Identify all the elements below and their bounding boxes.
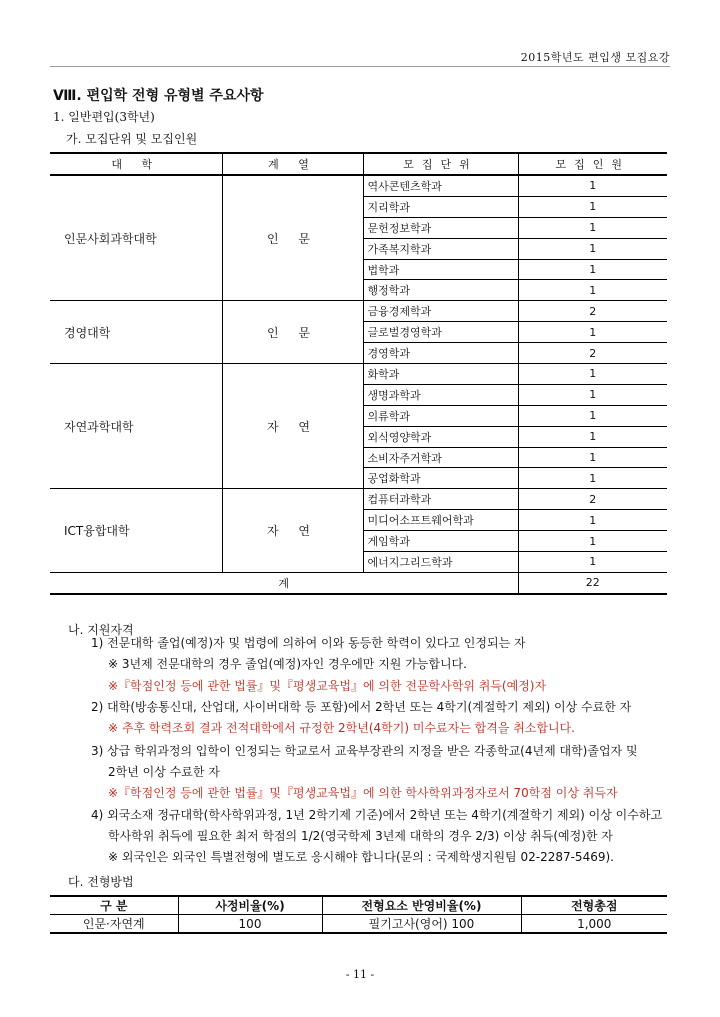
qualification-line: 2) 대학(방송통신대, 산업대, 사이버대학 등 포함)에서 2학년 또는 4학기(계절학기 제외) 이상 수료한 자 [91,700,632,714]
count-cell: 1 [518,238,667,259]
quota-table-header [50,153,667,175]
unit-cell: 게임학과 [363,531,518,552]
header-count: 모집인원 [518,153,667,175]
qualification-heading: 나. 지원자격 [68,623,134,637]
count-cell: 1 [518,322,667,343]
unit-cell: 외식영양학과 [363,426,518,447]
header-college: 대 학 [50,153,222,175]
method-table-row [50,915,667,934]
unit-cell: 역사콘텐츠학과 [363,175,518,196]
page-number: - 11 - [345,968,375,981]
count-cell: 2 [518,489,667,510]
qualification-line: ※『학점인정 등에 관한 법률』및『평생교육법』에 의한 학사학위과정자로서 70학점 이상 취득자 [108,786,618,800]
college-cell: ICT융합대학 [50,489,222,573]
qualification-line: ※『학점인정 등에 관한 법률』및『평생교육법』에 의한 전문학사학위 취득(예정)자 [108,679,547,693]
unit-cell: 법학과 [363,259,518,280]
field-cell: 자 연 [222,364,363,489]
method-header-ratio: 사정비율(%) [178,896,322,915]
unit-cell: 미디어소프트웨어학과 [363,510,518,531]
count-cell: 1 [518,175,667,196]
table-row [50,301,667,322]
method-table-header [50,896,667,915]
method-table [50,895,667,934]
unit-cell: 문헌정보학과 [363,217,518,238]
unit-cell: 화학과 [363,364,518,385]
table-row [50,364,667,385]
table-row [50,175,667,196]
header-divider [50,66,670,67]
qualification-line: ※ 추후 학력조회 결과 전적대학에서 규정한 2학년(4학기) 미수료자는 합격을 취소합니다. [108,721,575,735]
count-cell: 2 [518,343,667,364]
qualification-line: 2학년 이상 수료한 자 [108,765,220,779]
count-cell: 1 [518,531,667,552]
count-cell: 1 [518,196,667,217]
unit-cell: 생명과학과 [363,384,518,405]
count-cell: 1 [518,552,667,573]
unit-cell: 행정학과 [363,280,518,301]
college-cell: 경영대학 [50,301,222,364]
college-cell: 자연과학대학 [50,364,222,489]
unit-cell: 의류학과 [363,405,518,426]
section-title: Ⅷ. 편입학 전형 유형별 주요사항 [53,88,264,104]
method-header-elements: 전형요소 반영비율(%) [322,896,521,915]
field-cell: 자 연 [222,489,363,573]
header-unit: 모집단위 [363,153,518,175]
unit-cell: 금융경제학과 [363,301,518,322]
method-header-total: 전형총점 [521,896,667,915]
selection-method-heading: 다. 전형방법 [68,875,134,889]
method-header-category: 구 분 [50,896,178,915]
qualification-line: 학사학위 취득에 필요한 최저 학점의 1/2(영국학제 3년제 대학의 경우 2/3) 이상 취득(예정)한 자 [108,829,613,843]
unit-cell: 가족복지학과 [363,238,518,259]
subsection-heading: 가. 모집단위 및 모집인원 [66,132,198,146]
header-field: 계 열 [222,153,363,175]
qualification-line: 1) 전문대학 졸업(예정)자 및 법령에 의하여 이와 동등한 학력이 있다고 인정되는 자 [91,636,526,650]
total-value: 22 [518,572,667,594]
qualification-line: 4) 외국소재 정규대학(학사학위과정, 1년 2학기제 기준)에서 2학년 또는 4학기(계절학기 제외) 이상 이수하고 [91,808,663,822]
count-cell: 2 [518,301,667,322]
subsection-title: 1. 일반편입(3학년) [53,110,155,124]
count-cell: 1 [518,217,667,238]
qualification-line: 3) 상급 학위과정의 입학이 인정되는 학교로서 교육부장관의 지정을 받은 각종학교(4년제 대학)졸업자 및 [91,744,638,758]
table-row [50,489,667,510]
qualification-line: ※ 3년제 전문대학의 경우 졸업(예정)자인 경우에만 지원 가능합니다. [108,657,467,671]
count-cell: 1 [518,510,667,531]
college-cell: 인문사회과학대학 [50,175,222,301]
count-cell: 1 [518,364,667,385]
count-cell: 1 [518,259,667,280]
count-cell: 1 [518,468,667,489]
unit-cell: 컴퓨터과학과 [363,489,518,510]
unit-cell: 지리학과 [363,196,518,217]
method-cell-total: 1,000 [521,915,667,934]
field-cell: 인 문 [222,301,363,364]
unit-cell: 글로벌경영학과 [363,322,518,343]
count-cell: 1 [518,280,667,301]
count-cell: 1 [518,447,667,468]
qualification-line: ※ 외국인은 외국인 특별전형에 별도로 응시해야 합니다(문의 : 국제학생지원팀 02-2287-5469). [108,850,614,864]
unit-cell: 공업화학과 [363,468,518,489]
page-header: 2015학년도 편입생 모집요강 [520,51,670,64]
count-cell: 1 [518,384,667,405]
unit-cell: 경영학과 [363,343,518,364]
count-cell: 1 [518,405,667,426]
method-cell-ratio: 100 [178,915,322,934]
quota-table [50,152,667,595]
method-cell-elements: 필기고사(영어) 100 [322,915,521,934]
field-cell: 인 문 [222,175,363,301]
unit-cell: 소비자주거학과 [363,447,518,468]
count-cell: 1 [518,426,667,447]
quota-table-body [50,175,667,594]
total-row [50,572,667,594]
unit-cell: 에너지그리드학과 [363,552,518,573]
total-label: 계 [50,572,518,594]
method-cell-category: 인문·자연계 [50,915,178,934]
